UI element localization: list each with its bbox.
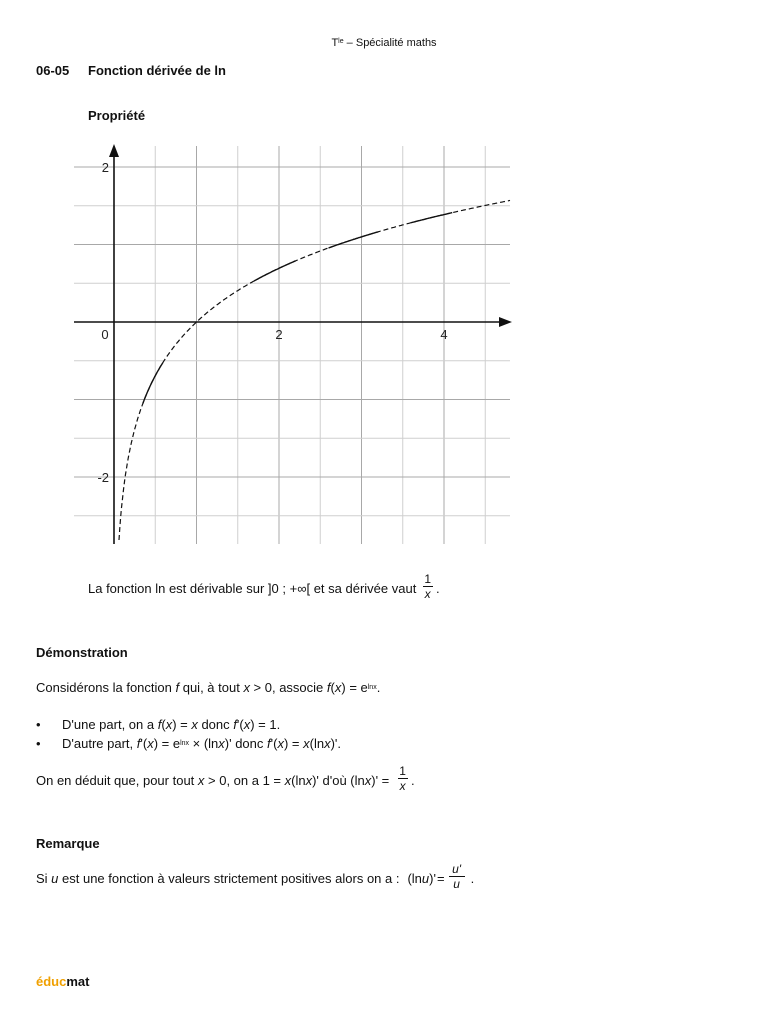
text: ) = e: [341, 680, 368, 695]
var-x: x: [334, 680, 342, 695]
x-tick-label: 0: [101, 327, 109, 342]
var-f: f: [267, 736, 271, 751]
var-x: x: [218, 736, 225, 751]
text: > 0, on a 1 =: [204, 773, 285, 788]
conclusion-fraction: [397, 764, 408, 793]
text: D'une part, on a: [62, 717, 158, 732]
formula-fraction: [449, 862, 465, 891]
demonstration-conclusion: [36, 766, 415, 795]
propriete-heading: Propriété: [88, 108, 146, 123]
header-sup: le: [338, 38, 344, 45]
propriete-period: .: [436, 581, 440, 596]
var-u: u: [421, 871, 430, 886]
text: )' donc: [224, 736, 268, 751]
var-x: x: [284, 773, 292, 788]
text: .: [376, 680, 381, 695]
chart-series: [119, 200, 510, 540]
text: ) =: [283, 736, 304, 751]
var-f: f: [326, 680, 331, 695]
bullet-1-text: [62, 717, 280, 732]
text: (: [330, 680, 335, 695]
demonstration-heading: Démonstration: [36, 645, 128, 660]
logo-part-2: mat: [66, 974, 90, 989]
bullet-marker: •: [36, 736, 41, 751]
var-x: x: [147, 736, 154, 751]
var-x: x: [191, 717, 198, 732]
equals-sign: =: [436, 871, 445, 886]
var-x: x: [305, 773, 313, 788]
ln-curve-solid-segment: [254, 261, 295, 281]
var-x: x: [243, 717, 251, 732]
text: )' =: [371, 773, 390, 788]
var-x: x: [277, 736, 284, 751]
x-tick-label: 2: [275, 327, 283, 342]
text: est une fonction à valeurs strictement positives alors on a :: [58, 871, 400, 886]
text: × (ln: [189, 736, 219, 751]
educmat-logo: [36, 974, 89, 989]
text: .: [410, 773, 415, 788]
demonstration-intro: [36, 680, 380, 695]
fraction-numerator: 1: [399, 764, 406, 778]
text: ) = e: [153, 736, 181, 751]
text: (: [161, 717, 166, 732]
propriete-sentence: La fonction ln est dérivable sur ]0 ; +∞[ et sa dérivée vaut: [88, 581, 417, 596]
exponent: lnx: [180, 740, 190, 747]
fraction-denominator: x: [424, 587, 431, 601]
header-prefix: T: [331, 37, 339, 49]
x-tick-label: 4: [440, 327, 448, 342]
y-tick-label: 2: [101, 160, 109, 175]
text: donc: [197, 717, 234, 732]
text: (ln: [309, 736, 325, 751]
text: qui, à tout: [179, 680, 244, 695]
ln-curve: [119, 200, 510, 540]
var-f: f: [136, 736, 141, 751]
var-f: f: [175, 680, 180, 695]
text: .: [470, 871, 475, 886]
x-axis-arrow: [499, 317, 512, 327]
var-x: x: [243, 680, 250, 695]
section-number: 06-05: [36, 63, 70, 78]
var-f: f: [157, 717, 162, 732]
text: ) = 1.: [250, 717, 281, 732]
fraction-denominator: x: [399, 779, 406, 793]
chart-grid: [74, 146, 510, 544]
page-header: [0, 37, 768, 49]
var-x: x: [165, 717, 173, 732]
y-axis-arrow: [109, 144, 119, 157]
text: On en déduit que, pour tout: [36, 773, 198, 788]
text: '(: [270, 736, 278, 751]
ln-curve-solid-segment: [329, 232, 379, 248]
y-tick-label: -2: [97, 470, 109, 485]
exponent: lnx: [367, 684, 377, 691]
ln-curve-solid-segment: [411, 213, 452, 223]
propriete-text: [88, 574, 440, 603]
fraction-numerator: 1: [424, 572, 432, 586]
text: )' d'où (ln: [312, 773, 365, 788]
fraction-numerator: u': [452, 862, 462, 876]
bullet-1: [36, 717, 41, 732]
remarque-formula: [407, 864, 474, 893]
text: )': [429, 871, 436, 886]
var-x: x: [197, 773, 205, 788]
text: ) =: [172, 717, 192, 732]
text: D'autre part,: [62, 736, 137, 751]
text: (ln: [291, 773, 306, 788]
section-title: Fonction dérivée de ln: [88, 63, 226, 78]
bullet-2: [36, 736, 41, 751]
var-x: x: [303, 736, 310, 751]
remarque-text: [36, 864, 474, 893]
text: (ln: [407, 871, 422, 886]
text: '(: [140, 736, 148, 751]
header-title: – Spécialité maths: [343, 37, 437, 49]
text: )'.: [330, 736, 341, 751]
chart-tick-labels: [97, 160, 447, 485]
logo-part-1: éduc: [36, 974, 67, 989]
ln-curve-solid-segment: [143, 363, 163, 404]
remarque-heading: Remarque: [36, 836, 100, 851]
text: Considérons la fonction: [36, 680, 176, 695]
bullet-marker: •: [36, 717, 41, 732]
text: '(: [236, 717, 244, 732]
bullet-2-text: [62, 736, 341, 751]
var-x: x: [324, 736, 331, 751]
var-x: x: [364, 773, 372, 788]
var-f: f: [233, 717, 237, 732]
fraction-denominator: u: [453, 877, 460, 891]
chart-axes: [74, 144, 512, 544]
text: > 0, associe: [249, 680, 327, 695]
text: Si: [36, 871, 52, 886]
var-u: u: [51, 871, 59, 886]
derivative-fraction: [422, 572, 433, 601]
